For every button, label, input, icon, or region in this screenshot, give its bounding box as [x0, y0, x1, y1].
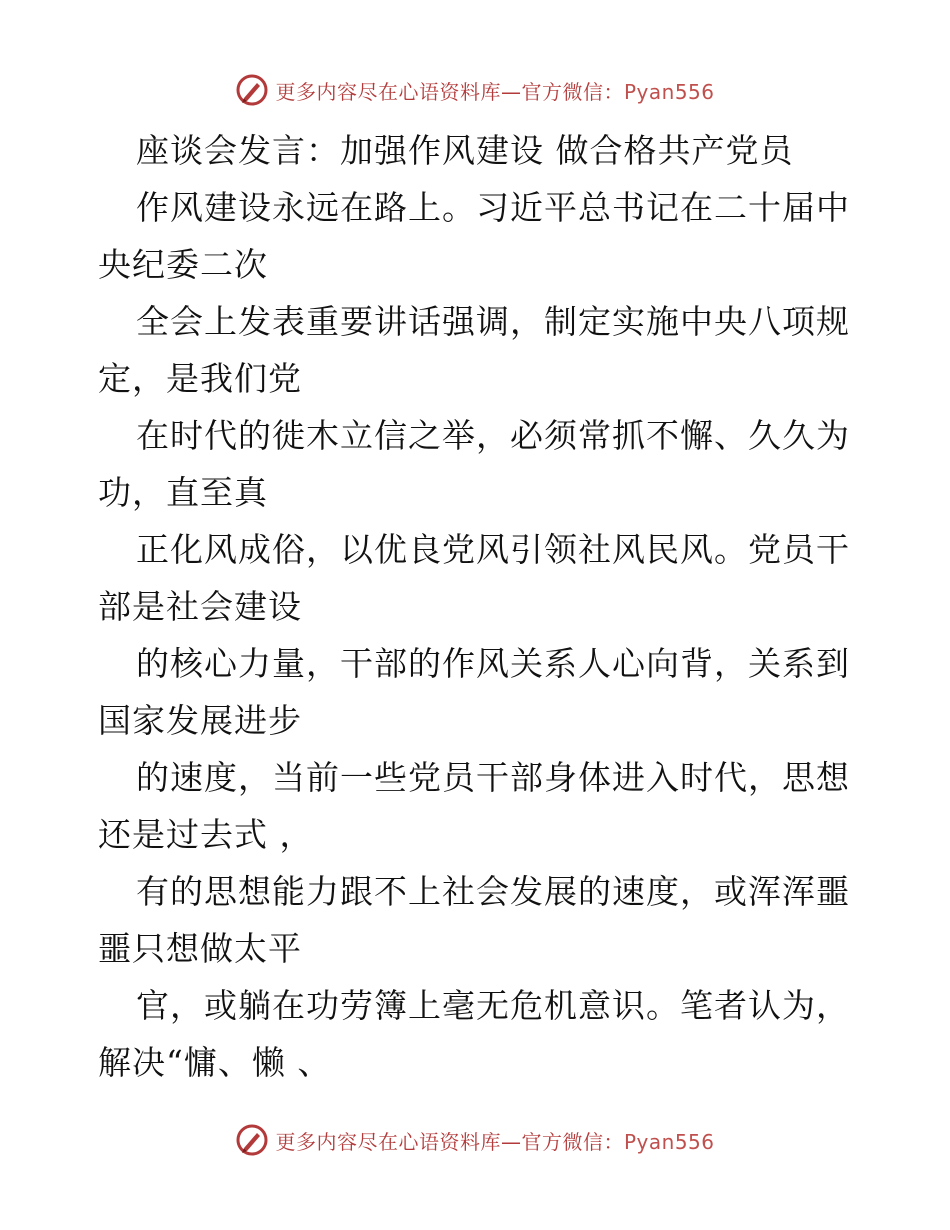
doc-line: 的核心力量，干部的作风关系人心向背，关系到 — [136, 644, 850, 683]
banner-label: 官方微信： — [521, 1129, 624, 1154]
banner-separator: — — [500, 79, 522, 104]
banner-wechat-id: Pyan556 — [623, 79, 715, 104]
banner-text — [275, 76, 714, 105]
doc-line: 解决“慵、懒 、 — [98, 1043, 332, 1082]
doc-line: 噩只想做太平 — [98, 929, 302, 968]
banner-main-text: 更多内容尽在心语资料库 — [275, 79, 501, 104]
header-banner — [0, 70, 950, 110]
pen-logo-icon — [235, 73, 269, 107]
doc-line: 在时代的徙木立信之举，必须常抓不懈、久久为 — [136, 416, 850, 455]
banner-text — [275, 1126, 714, 1155]
doc-line: 作风建设永远在路上。习近平总书记在二十届中 — [136, 188, 850, 227]
doc-line: 定，是我们党 — [98, 359, 302, 398]
doc-line: 部是社会建设 — [98, 587, 302, 626]
doc-line: 功，直至真 — [98, 473, 268, 512]
banner-main-text: 更多内容尽在心语资料库 — [275, 1129, 501, 1154]
doc-line: 全会上发表重要讲话强调，制定实施中央八项规 — [136, 302, 850, 341]
doc-line: 还是过去式 ， — [98, 815, 314, 854]
banner-wechat-id: Pyan556 — [623, 1129, 715, 1154]
doc-line: 的速度，当前一些党员干部身体进入时代，思想 — [136, 758, 850, 797]
pen-logo-icon — [235, 1123, 269, 1157]
doc-line: 有的思想能力跟不上社会发展的速度，或浑浑噩 — [136, 872, 850, 911]
doc-line: 国家发展进步 — [98, 701, 302, 740]
doc-title: 座谈会发言：加强作风建设 做合格共产党员 — [136, 131, 794, 170]
doc-line: 正化风成俗，以优良党风引领社风民风。党员干 — [136, 530, 850, 569]
banner-separator: — — [500, 1129, 522, 1154]
footer-banner — [0, 1120, 950, 1160]
document-body — [98, 122, 858, 1091]
doc-line: 官，或躺在功劳簿上毫无危机意识。笔者认为， — [136, 986, 850, 1025]
doc-line: 央纪委二次 — [98, 245, 268, 284]
banner-label: 官方微信： — [521, 79, 624, 104]
